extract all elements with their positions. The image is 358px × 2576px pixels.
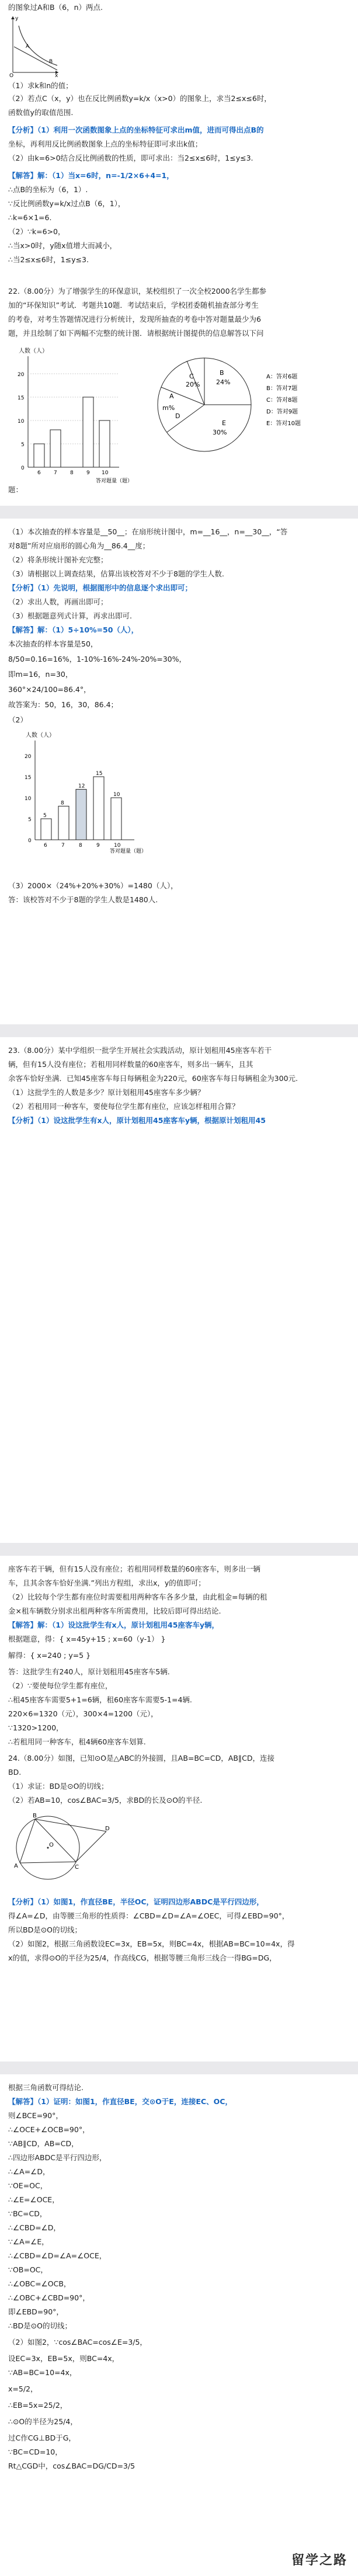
bar-tick-label: 8 — [79, 843, 82, 849]
bar-ylabel: 人数（人） — [19, 348, 48, 354]
text-line: （2）比较每个学生都有座位时需要租用两种客车各多少量，由此租金=每辆的租 — [8, 1593, 267, 1601]
document-page-2 — [0, 519, 358, 1024]
text-line: 辆，但有15人没有座位；若租用同样数量的60座客车，则多出一辆车，且其 — [8, 1060, 253, 1069]
svg-text:15: 15 — [25, 775, 32, 781]
text-line: ∵OE=OC， — [8, 2181, 48, 2190]
text-line: 解得：{ x=240 ; y=5 } — [8, 1651, 91, 1660]
circle-geometry-figure — [12, 1810, 111, 1886]
text-line: （2）∵k=6>0， — [8, 227, 65, 236]
text-line: （2）若AB=10，cos∠BAC=3/5，求BD的长及⊙O的半径. — [8, 1796, 203, 1805]
text-line: 根据题意，得：{ x=45y+15 ; x=60（y-1） } — [8, 1635, 166, 1643]
answer-line: 【解答】解：（1）设这批学生有x人，原计划租用45座客车y辆， — [8, 1621, 220, 1629]
text-line: BD. — [8, 1768, 22, 1777]
bar-10 — [111, 798, 121, 840]
page-separator — [0, 1024, 358, 1037]
text-line: 根据三角函数可得结论. — [8, 2083, 84, 2092]
text-line: ∴EB=5x=25/2， — [8, 2401, 68, 2410]
document-page-5 — [0, 2074, 358, 2576]
svg-text:m%: m% — [162, 404, 175, 412]
svg-text:O: O — [9, 73, 14, 79]
svg-text:10: 10 — [25, 796, 32, 802]
text-line: （2）若租用同一种客车，要使每位学生都有座位，应该怎样租用合算？ — [8, 1102, 239, 1111]
question-line: 23.（8.00分）某中学组织一批学生开展社会实践活动，原计划租用45座客车若干 — [8, 1046, 272, 1055]
text-line: 本次抽查的样本容量是50， — [8, 639, 98, 648]
svg-text:7: 7 — [54, 470, 57, 476]
bar-tick-label: 7 — [61, 843, 65, 849]
bar-7 — [58, 806, 69, 840]
text-line: （2）若点C（x，y）也在反比例函数y=k/x（x>0）的图象上，求当2≤x≤6时， — [8, 94, 272, 103]
text-line: 答：这批学生有240人，原计划租用45座客车5辆. — [8, 1667, 170, 1676]
watermark-logo: 留学之路 — [291, 2553, 347, 2568]
bar-7 — [50, 430, 61, 467]
svg-text:8: 8 — [70, 470, 74, 476]
svg-text:A: A — [169, 392, 174, 400]
text-line: 即m=16，n=30， — [8, 670, 73, 679]
text-line: ∵∠A=∠E， — [8, 2237, 49, 2246]
text-line: ∴BD是⊙O的切线； — [8, 2321, 72, 2330]
svg-text:0: 0 — [21, 465, 25, 471]
bar-value-label: 15 — [96, 771, 103, 777]
text-line: Rt△CGD中，cos∠BAC=DG/CD=3/5 — [8, 2462, 135, 2470]
text-line: ∵BC=CD， — [8, 2209, 47, 2218]
text-line: 即∠EBD=90°， — [8, 2307, 64, 2316]
text-line: ∴当2≤x≤6时，1≤y≤3. — [8, 255, 89, 264]
svg-text:5: 5 — [21, 442, 25, 448]
analysis-line: 【分析】（1）如图1，作直径BE，半径OC，证明四边形ABDC是平行四边形， — [8, 1897, 264, 1906]
text-line: 坐标，再利用反比例函数图象上点的坐标特征即可求出k值； — [8, 140, 203, 148]
pie-legend-A: A：答对6题 — [266, 374, 298, 380]
completed-bar-chart — [18, 729, 146, 857]
text-line: ∵AB∥CD，AB=CD， — [8, 2139, 79, 2148]
bar-tick-label: 9 — [96, 843, 100, 849]
document-page-4 — [0, 1556, 358, 2062]
text-line: 设EC=3x，EB=5x，则BC=4x， — [8, 2354, 120, 2363]
svg-text:y: y — [15, 16, 19, 22]
text-line: ∵1320>1200， — [8, 1723, 64, 1732]
analysis-line: 【分析】（1）先说明，根据图形中的信息逐个求出即可； — [8, 583, 192, 592]
bar-tick-label: 10 — [114, 843, 121, 849]
text-line: ∴当x>0时，y随x值增大而减小， — [8, 241, 117, 250]
text-line: （1）求证：BD是⊙O的切线； — [8, 1782, 109, 1791]
svg-text:20: 20 — [18, 372, 25, 378]
text-line: 对8题”所对应扇形的圆心角为__86.4__度； — [8, 541, 150, 550]
text-line: 的图象过A和B（6，n）两点. — [8, 3, 103, 12]
svg-text:15: 15 — [18, 395, 25, 401]
svg-text:答对题量（题）: 答对题量（题） — [96, 478, 133, 484]
svg-text:5: 5 — [28, 817, 32, 823]
pie-chart — [152, 349, 345, 466]
svg-text:B: B — [49, 59, 53, 65]
text-line: （3）2000×（24%+20%+30%）=1480（人）， — [8, 881, 178, 890]
svg-text:A: A — [14, 1863, 18, 1869]
svg-text:6: 6 — [37, 470, 41, 476]
text-line: （1）这批学生的人数是多少？原计划租用45座客车多少辆？ — [8, 1088, 205, 1097]
pie-legend-D: D：答对9题 — [266, 409, 298, 415]
svg-text:人数（人）: 人数（人） — [26, 732, 55, 739]
text-line: （2）如图2，根据三角函数设EC=3x，EB=5x，则BC=4x，根据AB=BC=10=4x，得 — [8, 1939, 295, 1948]
text-line: 车，且其余客车恰好坐满.”列出方程组，求出x，y的值即可； — [8, 1579, 206, 1587]
svg-text:B: B — [220, 369, 224, 377]
bar-value-label: 10 — [113, 792, 120, 798]
text-line: （2）由k=6>0结合反比例函数的性质，即可求出：当2≤x≤6时，1≤y≤3. — [8, 154, 253, 162]
svg-text:9: 9 — [86, 470, 90, 476]
text-line: （1）本次抽查的样本容量是__50__；在扇形统计图中，m=__16__，n=__30__，“答 — [8, 527, 288, 536]
page-separator — [0, 2062, 358, 2074]
page-separator — [0, 1543, 358, 1556]
text-line: 故答案为：50，16，30，86.4； — [8, 700, 119, 709]
text-line: 题： — [8, 485, 23, 494]
text-line: ∴k=6×1=6. — [8, 213, 52, 222]
line-hyperbola-figure — [8, 14, 61, 78]
question-line: 24.（8.00分）如图，已知⊙O是△ABC的外接圆，且AB=BC=CD，AB∥CD，连接 — [8, 1754, 275, 1762]
svg-text:20%: 20% — [186, 381, 200, 388]
text-line: ∴∠OBC=∠OCB， — [8, 2279, 71, 2288]
svg-text:24%: 24% — [216, 378, 231, 386]
bar-9 — [93, 777, 104, 840]
pie-legend-C: C：答对8题 — [266, 397, 298, 404]
text-line: ∴⊙O的半径为25/4， — [8, 2417, 78, 2426]
svg-text:x: x — [55, 73, 58, 79]
text-line: （2）如图2，∵cos∠BAC=cos∠E=3/5， — [8, 2338, 147, 2346]
answer-line: 【解答】解：（1）5÷10%=50（人）， — [8, 625, 139, 634]
document-page-1 — [0, 0, 358, 506]
document-page-3 — [0, 1037, 358, 1543]
svg-text:30%: 30% — [213, 429, 227, 436]
svg-text:B: B — [33, 1813, 37, 1819]
analysis-line: 【分析】（1）利用一次函数图象上点的坐标特征可求出m值，进而可得出点B的 — [8, 126, 264, 134]
text-line: （2）∵要使每位学生都有座位， — [8, 1681, 113, 1690]
text-line: （2）将条形统计图补充完整； — [8, 555, 108, 564]
svg-text:E: E — [222, 419, 226, 427]
text-line: ∴点B的坐标为（6，1）. — [8, 185, 88, 194]
bar-value-label: 5 — [43, 813, 47, 819]
svg-text:O: O — [49, 1842, 54, 1848]
text-line: ∴∠CBD=∠D=∠A=∠OCE， — [8, 2251, 107, 2260]
text-line: 220×6=1320（元），300×4=1200（元）， — [8, 1709, 158, 1718]
svg-text:C: C — [189, 373, 194, 380]
text-line: 则∠BCE=90°， — [8, 2111, 63, 2120]
svg-text:D: D — [105, 1826, 110, 1832]
bar-tick-label: 6 — [44, 843, 47, 849]
text-line: （3）请根据以上调查结果，估算出该校答对不少于8题的学生人数. — [8, 569, 224, 578]
svg-text:C: C — [75, 1864, 79, 1871]
bar-6 — [41, 819, 51, 840]
bar-value-label: 12 — [78, 783, 85, 790]
text-line: 函数值y的取值范围. — [8, 108, 74, 117]
text-line: x的值，求得⊙O的半径为25/4，作高线CG，根据等腰三角形三线合一得BG=DG， — [8, 1953, 277, 1962]
bar-9 — [83, 397, 93, 467]
svg-text:10: 10 — [102, 470, 109, 476]
bar-value-label: 8 — [61, 800, 64, 806]
answer-line: 【解答】解：（1）当x=6时，n=-1/2×6+4=1， — [8, 171, 174, 180]
svg-text:20: 20 — [25, 754, 32, 760]
text-line: ∴∠A=∠D， — [8, 2167, 50, 2176]
text-line: 加的“环保知识”考试．考题共10题．考试结束后，学校团委随机抽查部分考生 — [8, 301, 259, 310]
text-line: 所以BD是⊙O的切线； — [8, 1925, 82, 1934]
question-line: 22.（8.00分）为了增强学生的环保意识，某校组织了一次全校2000名学生都参 — [8, 287, 267, 296]
svg-text:D: D — [175, 412, 180, 420]
text-line: x=5/2， — [8, 2384, 38, 2393]
text-line: 金×租车辆数分别求出租两种客车所需费用，比较后即可得出结论. — [8, 1607, 221, 1615]
text-line: 座客车若干辆，但有15人没有座位；若租用同样数量的60座客车，则多出一辆 — [8, 1565, 260, 1573]
text-line: ∵BC=CD=10， — [8, 2448, 62, 2456]
text-line: 答：该校答对不少于8题的学生人数是1480人. — [8, 895, 158, 904]
text-line: 题，并且绘制了如下两幅不完整的统计图．请根据统计图提供的信息解答以下问 — [8, 329, 264, 338]
text-line: ∴∠OBC+∠CBD=90°， — [8, 2293, 90, 2302]
text-line: 8/50=0.16=16%，1-10%-16%-24%-20%=30%， — [8, 655, 187, 663]
text-line: ∵OB=OC， — [8, 2265, 48, 2274]
bar-8 — [76, 790, 86, 840]
text-line: （1）求k和n的值； — [8, 81, 73, 90]
text-line: 的考卷，对考生答题情况进行分析统计，发现所抽查的考卷中答对题量最少为6 — [8, 315, 261, 324]
text-line: ∵反比例函数y=k/x过点B（6，1）， — [8, 199, 126, 208]
text-line: （2） — [8, 715, 27, 724]
text-line: ∴租45座客车需要5+1=6辆，租60座客车需要5-1=4辆. — [8, 1695, 192, 1704]
svg-text:10: 10 — [18, 419, 25, 425]
text-line: （3）根据题意列式计算，再求出即可. — [8, 611, 132, 620]
text-line: ∴∠OCE+∠OCB=90°， — [8, 2125, 90, 2134]
answer-line: 【解答】（1）证明：如图1，作直径BE，交⊙O于E，连接EC、OC， — [8, 2097, 232, 2106]
svg-text:答对题量（题）: 答对题量（题） — [110, 849, 147, 854]
pie-legend-E: E：答对10题 — [266, 420, 301, 427]
svg-text:A: A — [26, 44, 30, 50]
text-line: 360°×24/100=86.4°， — [8, 685, 91, 694]
text-line: ∵AB=BC=10=4x， — [8, 2368, 77, 2377]
text-line: 过C作CG⊥BD于G， — [8, 2434, 76, 2442]
text-line: （2）求出人数，再画出即可； — [8, 597, 108, 606]
text-line: ∴∠CBD=∠D， — [8, 2223, 61, 2232]
bar-6 — [34, 444, 44, 467]
pie-legend-B: B：答对7题 — [266, 385, 298, 392]
text-line: ∴四边形ABDC是平行四边形， — [8, 2153, 107, 2162]
svg-text:0: 0 — [28, 838, 32, 844]
page-separator — [0, 506, 358, 519]
analysis-line: 【分析】（1）设这批学生有x人，原计划租用45座客车y辆，根据原计划租用45 — [8, 1116, 266, 1125]
text-line: ∴∠E=∠OCE， — [8, 2195, 60, 2204]
text-line: 余客车恰好坐满．已知45座客车每日每辆租金为220元，60座客车每日每辆租金为300元. — [8, 1074, 298, 1083]
bar-10 — [99, 420, 110, 467]
text-line: 得∠A=∠D，由等腰三角形的性质得：∠CBD=∠D=∠A=∠OEC，可得∠EBD=90°， — [8, 1911, 290, 1920]
text-line: ∴若租用同一种客车，租4辆60座客车划算. — [8, 1737, 146, 1746]
incomplete-bar-chart — [8, 345, 133, 485]
